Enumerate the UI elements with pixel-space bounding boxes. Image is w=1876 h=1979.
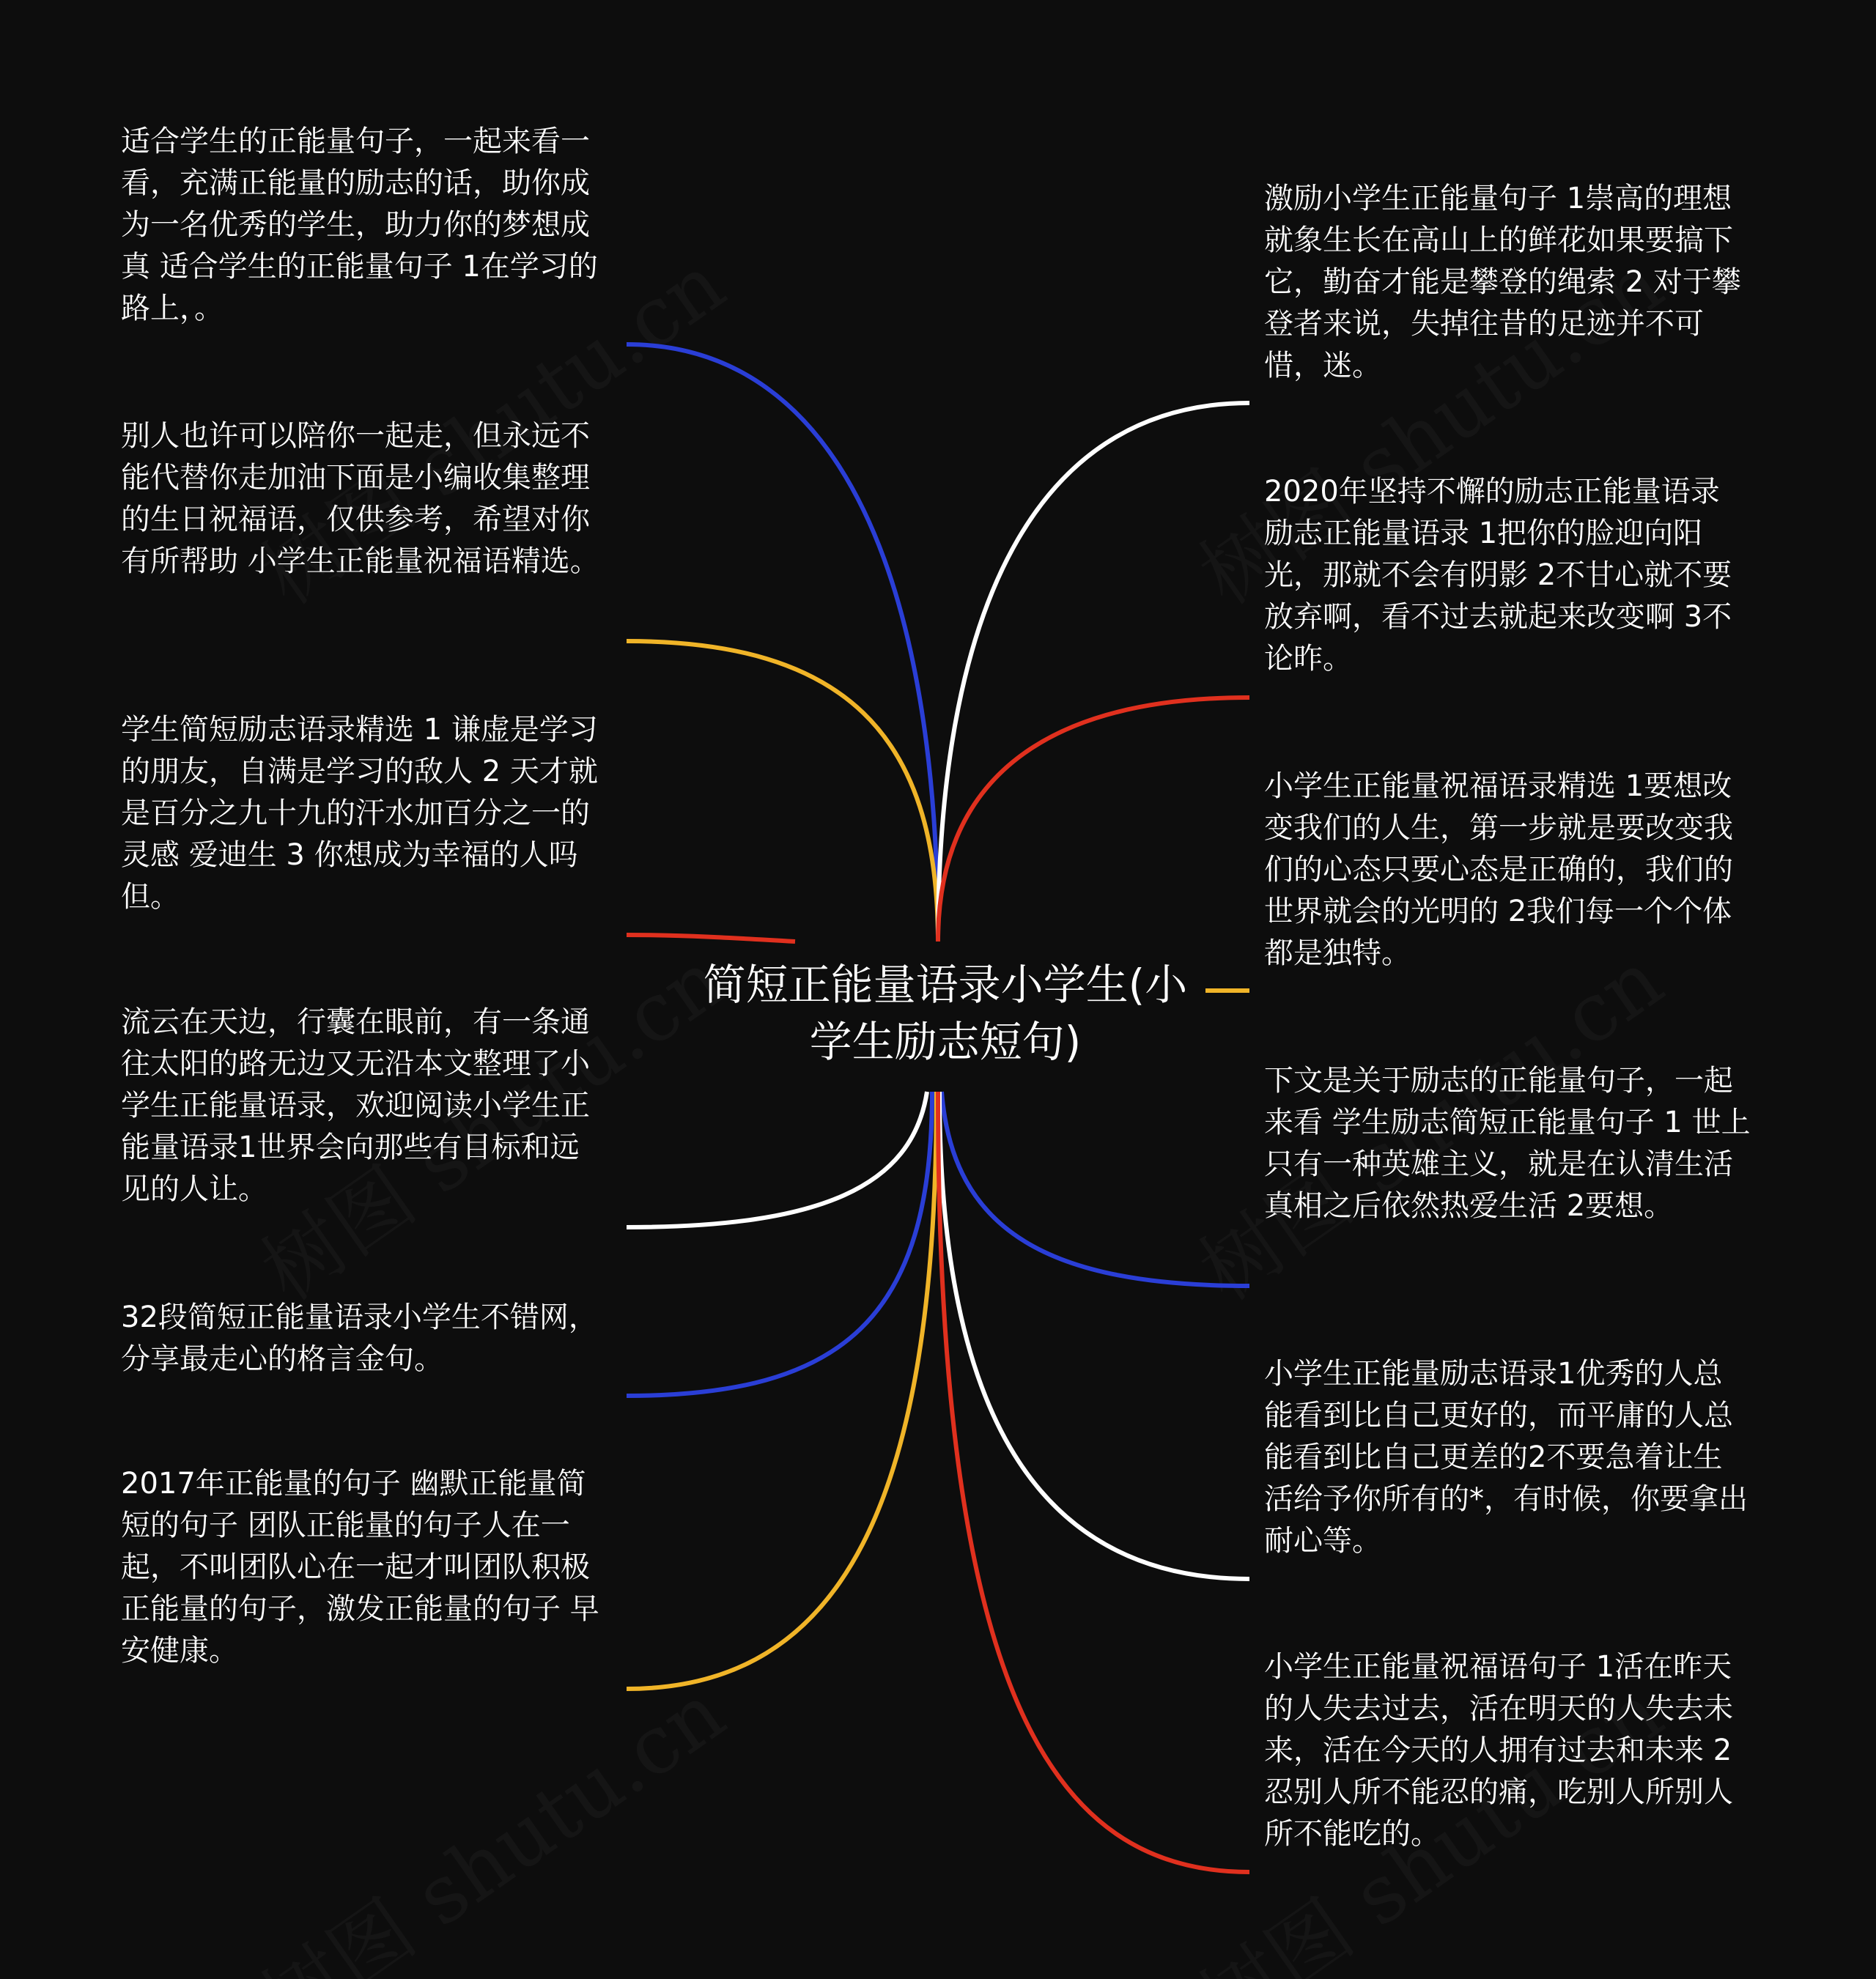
connector-left-4 — [627, 1092, 927, 1227]
connector-right-1 — [938, 403, 1249, 942]
left-node-4[interactable]: 流云在天边，行囊在眼前，有一条通往太阳的路无边又无沿本文整理了小学生正能量语录，欢迎阅读小学生正能量语录1世界会向那些有目标和远见的人让。 — [121, 1005, 590, 1206]
connector-right-5 — [939, 1092, 1249, 1579]
central-topic[interactable]: 简短正能量语录小学生(小学生励志短句) — [703, 960, 1188, 1067]
right-node-5[interactable]: 小学生正能量励志语录1优秀的人总能看到比自己更好的，而平庸的人总能看到比自己更差的2不要急着让生活给予你所有的*，有时候，你要拿出耐心等。 — [1264, 1357, 1748, 1558]
right-node-4[interactable]: 下文是关于励志的正能量句子，一起来看 学生励志简短正能量句子 1 世上只有一种英雄主义，就是在认清生活真相之后依然热爱生活 2要想。 — [1264, 1064, 1751, 1223]
connector-right-4 — [942, 1092, 1249, 1286]
connector-right-2 — [938, 698, 1249, 942]
right-node-6[interactable]: 小学生正能量祝福语句子 1活在昨天的人失去过去，活在明天的人失去未来，活在今天的人拥有过去和未来 2忍别人所不能忍的痛，吃别人所别人所不能吃的。 — [1264, 1650, 1733, 1851]
right-node-3[interactable]: 小学生正能量祝福语录精选 1要想改变我们的人生，第一步就是要改变我们的心态只要心态是正确的，我们的世界就会的光明的 2我们每一个个体都是独特。 — [1264, 769, 1733, 970]
left-node-2[interactable]: 别人也许可以陪你一起走，但永远不能代替你走加油下面是小编收集整理的生日祝福语，仅供参考，希望对你有所帮助 小学生正能量祝福语精选。 — [121, 419, 599, 578]
right-node-2[interactable]: 2020年坚持不懈的励志正能量语录 励志正能量语录 1把你的脸迎向阳光，那就不会有阴影 2不甘心就不要放弃啊，看不过去就起来改变啊 3不论昨。 — [1264, 475, 1732, 676]
left-node-1[interactable]: 适合学生的正能量句子，一起来看一看，充满正能量的励志的话，助你成为一名优秀的学生，助力你的梦想成真 适合学生的正能量句子 1在学习的路上，。 — [121, 125, 598, 325]
left-node-5[interactable]: 32段简短正能量语录小学生不错网，分享最走心的格言金句。 — [121, 1301, 598, 1376]
connector-left-3 — [627, 935, 795, 942]
right-node-1[interactable]: 激励小学生正能量句子 1崇高的理想就象生长在高山上的鲜花如果要搞下它，勤奋才能是攀登的绳索 2 对于攀登者来说，失掉往昔的足迹并不可惜，迷。 — [1264, 182, 1741, 382]
left-node-6[interactable]: 2017年正能量的句子 幽默正能量简短的句子 团队正能量的句子人在一起，不叫团队心在一起才叫团队积极正能量的句子，激发正能量的句子 早安健康。 — [121, 1467, 599, 1668]
connector-left-2 — [627, 641, 938, 942]
connector-left-5 — [627, 1092, 932, 1396]
left-node-3[interactable]: 学生简短励志语录精选 1 谦虚是学习的朋友，自满是学习的敌人 2 天才就是百分之九十九的汗水加百分之一的灵感 爱迪生 3 你想成为幸福的人吗但。 — [121, 713, 598, 914]
connector-left-6 — [627, 1092, 937, 1689]
